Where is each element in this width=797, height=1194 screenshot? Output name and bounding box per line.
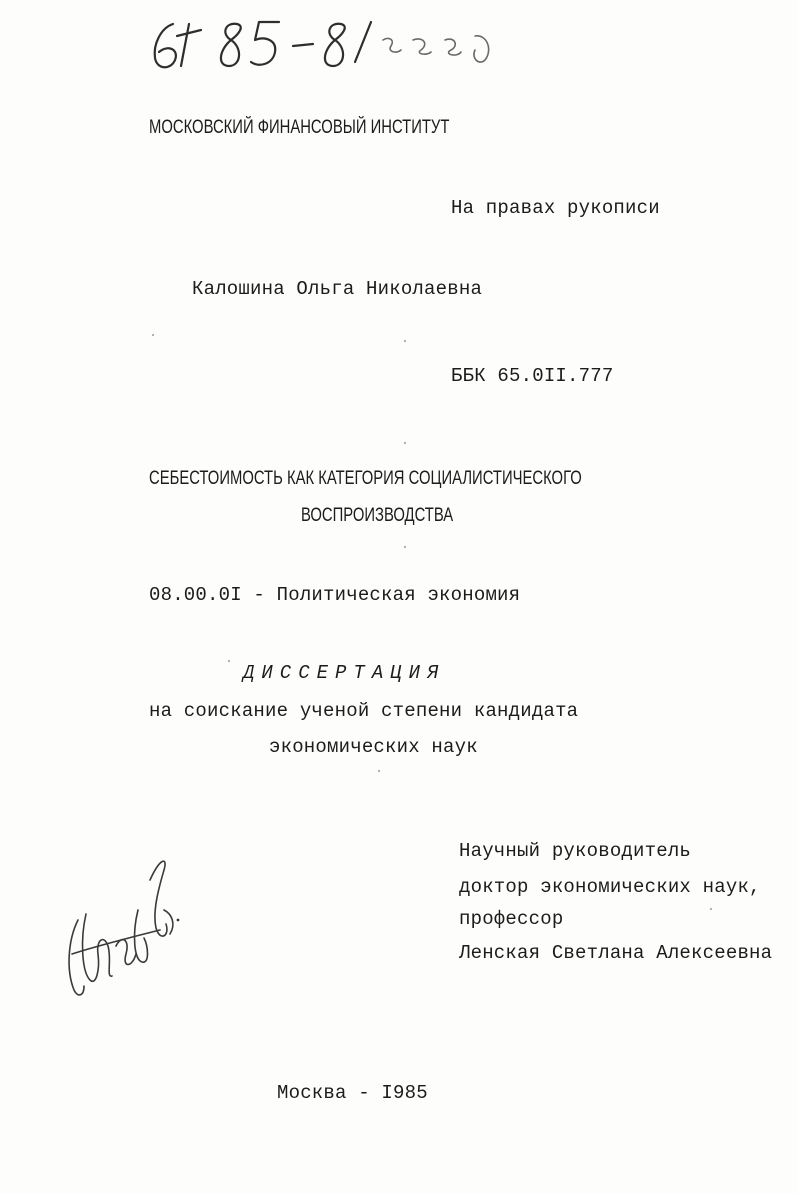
supervisor-role: Научный руководитель [459,840,692,862]
title-line-2: ВОСПРОИЗВОДСТВА [301,505,454,526]
scan-speck [378,770,380,772]
scan-speck [152,334,154,336]
specialty-code: 08.00.0I - Политическая экономия [149,584,521,606]
archive-mark-handwriting [145,10,515,80]
degree-line-1: на соискание ученой степени кандидата [149,700,579,722]
author-name: Калошина Ольга Николаевна [192,278,483,300]
supervisor-rank: профессор [459,908,564,930]
degree-line-2: экономических наук [269,736,478,758]
scan-speck [228,660,230,662]
supervisor-degree: доктор экономических наук, [459,876,761,898]
rights-notice: На правах рукописи [451,197,660,219]
scan-speck [710,908,712,910]
place-and-year: Москва - I985 [277,1082,428,1104]
scan-speck [404,340,406,342]
supervisor-name: Ленская Светлана Алексеевна [459,942,773,964]
scan-speck [404,442,406,444]
bbk-code: ББК 65.0II.777 [451,365,614,387]
title-line-1: СЕБЕСТОИМОСТЬ КАК КАТЕГОРИЯ СОЦИАЛИСТИЧЕСКОГО [149,468,582,489]
institute-name: МОСКОВСКИЙ ФИНАНСОВЫЙ ИНСТИТУТ [149,117,450,138]
document-type: ДИССЕРТАЦИЯ [243,662,446,684]
scan-speck [404,546,406,548]
signature-handwriting [60,850,190,1010]
